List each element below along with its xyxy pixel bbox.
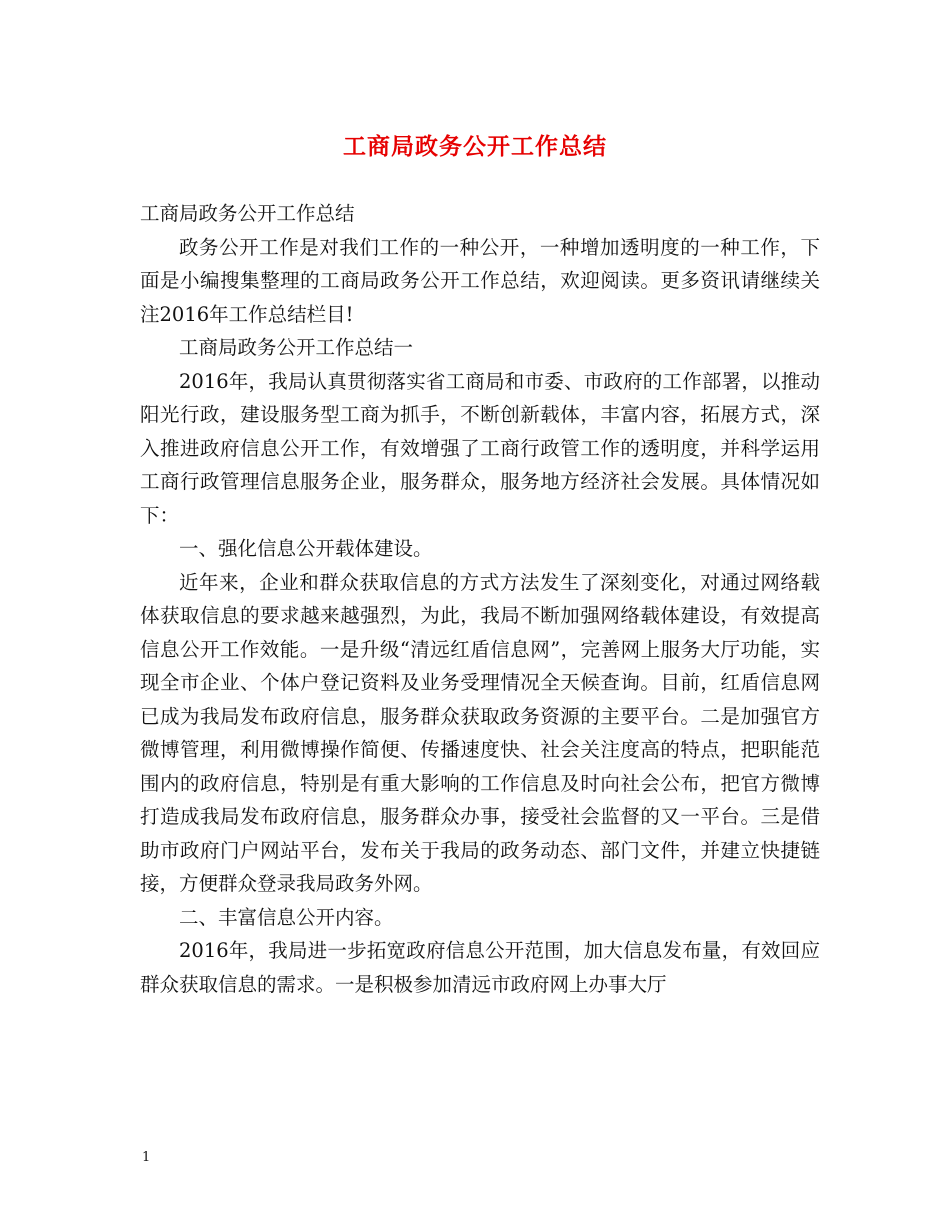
section-heading-summary-one: 工商局政务公开工作总结一 [179, 336, 414, 359]
section-two-paragraph: 2016年，我局进一步拓宽政府信息公开范围，加大信息发布量，有效回应群众获取信息的需求。一是积极参加清远市政府网上办事大厅 [140, 939, 820, 996]
subtitle-paragraph: 工商局政务公开工作总结 [140, 202, 355, 225]
document-title: 工商局政务公开工作总结 [343, 133, 607, 160]
document-body [140, 197, 820, 1001]
section-one-paragraph: 近年来，企业和群众获取信息的方式方法发生了深刻变化，对通过网络载体获取信息的要求越来越强烈，为此，我局不断加强网络载体建设，有效提高信息公开工作效能。一是升级“清远红盾信息网”，完善网上服务大厅功能，实现全市企业、个体户登记资料及业务受理情况全天候查询。目前，红盾信息网已成为我局发布政府信息，服务群众获取政务资源的主要平台。二是加强官方微博管理，利用微博操作简便、传播速度快、社会关注度高的特点，把职能范围内的政府信息，特别是有重大影响的工作信息及时向社会公布，把官方微博打造成我局发布政府信息，服务群众办事，接受社会监督的又一平台。三是借助市政府门户网站平台，发布关于我局的政务动态、部门文件，并建立快捷链接，方便群众登录我局政务外网。 [140, 570, 820, 895]
section-heading-one: 一、强化信息公开载体建设。 [179, 537, 433, 560]
overview-paragraph: 2016年，我局认真贯彻落实省工商局和市委、市政府的工作部署，以推动阳光行政，建设服务型工商为抓手，不断创新载体，丰富内容，拓展方式，深入推进政府信息公开工作，有效增强了工商行政管工作的透明度，并科学运用工商行政管理信息服务企业，服务群众，服务地方经济社会发展。具体情况如下： [140, 369, 820, 527]
intro-paragraph: 政务公开工作是对我们工作的一种公开，一种增加透明度的一种工作，下面是小编搜集整理的工商局政务公开工作总结，欢迎阅读。更多资讯请继续关注2016年工作总结栏目! [140, 235, 820, 326]
page-number: 1 [142, 1150, 151, 1165]
section-heading-two: 二、丰富信息公开内容。 [179, 905, 394, 929]
